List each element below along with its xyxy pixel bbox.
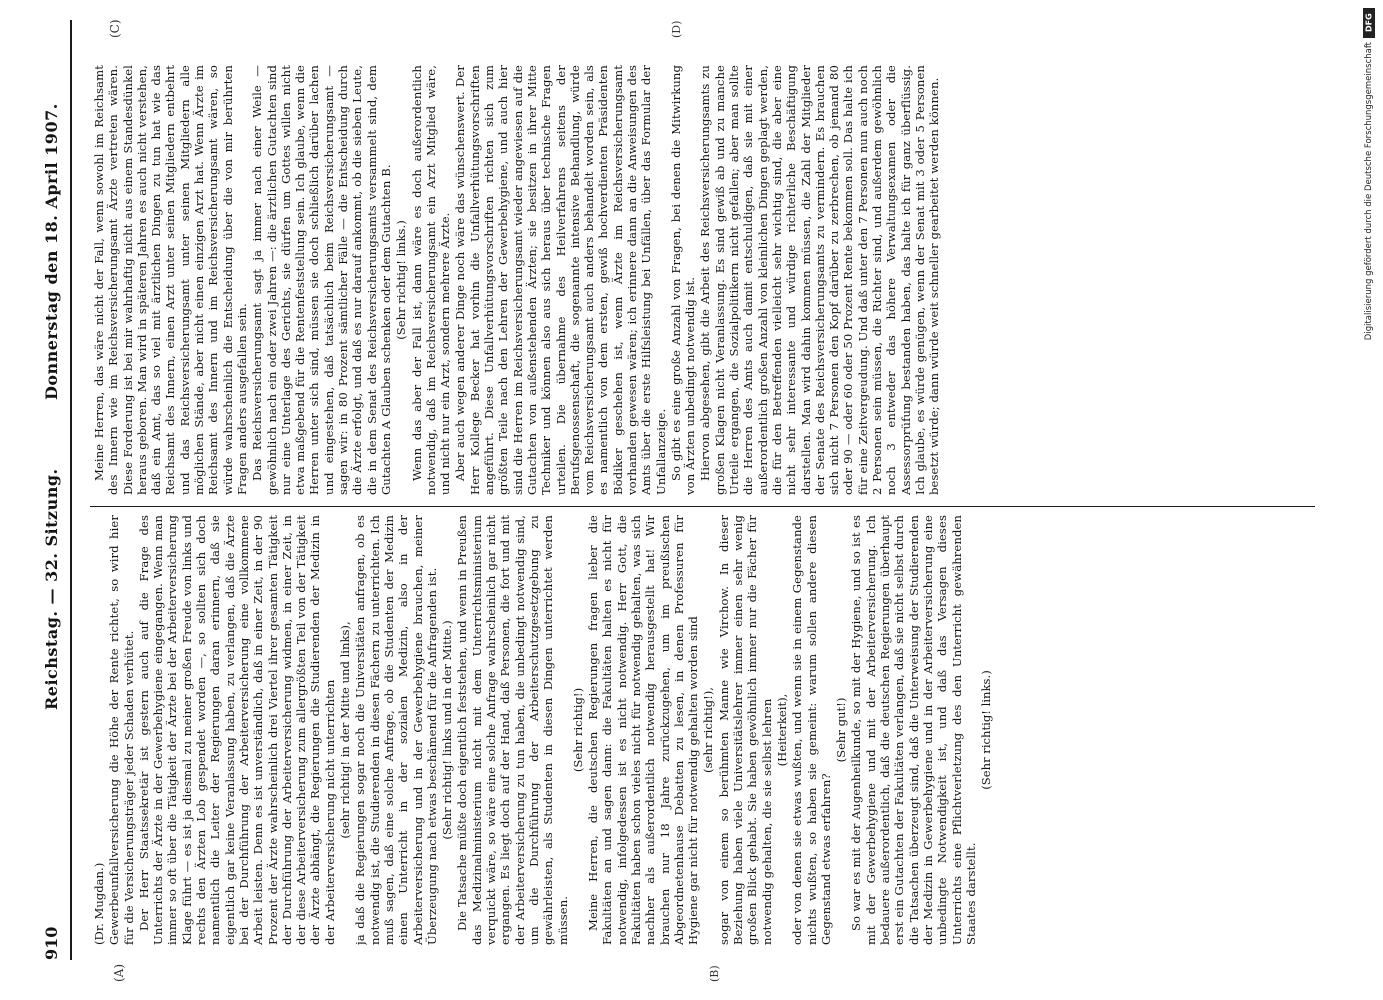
header-rule [70,20,72,960]
paragraph: Meine Herren, die deutschen Regierungen fragen lieber die Fakultäten an und sagen dann: die Fakultäten halten es nicht für notwendig, infolgedessen ist es nicht notwendig. Herr Gott, die Fakultäten haben schon vieles nicht für notwendig gehalten, was sich nachher als außerordentlich notwendig herausgestellt hat! Wir brauchen nur 18 Jahre zurückzugehen, um im preußischen Abgeordnetenhause Debatten zu lesen, in denen Professuren für Hygiene gar nicht für notwendig gehalten worden sind [586,515,701,945]
paragraph: Der Herr Staatssekretär ist gestern auch auf die Frage des Unterrichts der Ärzte in der Gewerbehygiene eingegangen. Wenn man immer so oft über die Tätigkeit der Ärzte bei der Arbeiterversicherung Klage führt — es ist ja diesmal zu meiner großen Freude von links und rechts den Ärzten Lob gespendet worden —, so sollten sich doch namentlich die Leiter der Regierungen daran erinnern, daß sie eigentlich gar keine Veranlassung haben, zu verlangen, daß die Ärzte bei der Durchführung der Arbeiterversicherung eine vollkommene Arbeit leisten. Denn es ist unverständlich, daß in einer Zeit, in der 90 Prozent der Ärzte wahrscheinlich drei Viertel ihrer gesamten Tätigkeit der Durchführung der Arbeiterversicherung widmen, in einer Zeit, in der diese Arbeiterversicherung zum allergrößten Teil von der Tätigkeit der Ärzte abhängt, die Regierungen die Studierenden der Medizin in der Arbeiterversicherung nicht unterrichten [136,515,337,945]
interjection: (Heiterkeit), [774,693,789,767]
page-header [42,20,66,960]
speaker-label: (Dr. Mugdan.) [92,862,106,945]
paragraph: Gewerbeunfallversicherung die Höhe der Rente richtet, so wird hier für die Versicherungsträger jeder Schaden verhütet. [107,515,136,945]
paragraph: oder von denen sie etwas wußten, und wenn sie in einem Gegenstande nichts wußten, so haben sie gemeint: warum sollen andere diesen Gegenstand etwas erfahren? [790,515,833,945]
paragraph: Die Tatsache müßte doch eigentlich feststehen, und wenn in Preußen das Medizinalministerium nicht mit dem Unterrichtsministerium verquickt wäre, so wäre eine solche Anfrage wahrscheinlich gar nicht ergangen. Es liegt doch auf der Hand, daß Personen, die fort und mit der Arbeiterversicherung zu tun haben, die unbedingt notwendig sind, um die Durchführung der Arbeiterschutzgesetzgebung zu gewährleisten, als Studenten in diesen Dingen unterrichtet werden müssen. [455,515,570,945]
interjection: (sehr richtig! in der Mitte und links), [338,621,353,839]
dfg-logo: DFG [1363,8,1375,38]
interjection: (Sehr gut!) [834,697,849,763]
left-column [92,515,1312,945]
paragraph: So gibt es eine große Anzahl von Fragen, bei denen die Mitwirkung von Ärzten unbedingt notwendig ist. [668,65,698,495]
paragraph: Das Reichsversicherungsamt sagt ja immer nach einer Weile — gewöhnlich nach ein oder zwei Jahren —: die ärztlichen Gutachten sind nur eine Unterlage des Gerichts, sie dürfen um Gottes willen nicht etwa maßgebend für die Rentenfeststellung sein. Ich glaube, wenn die Herren unter sich sind, müssen sie doch schließlich darüber lachen und eingestehen, daß tatsächlich beim Reichsversicherungsamt — sagen wir: in 80 Prozent sämtlicher Fälle — die Entscheidung durch die Ärzte erfolgt, und daß es nur darauf ankommt, ob die sieben Leute, die in dem Senat des Reichsversicherungsamts versammelt sind, dem Gutachten A Glauben schenken oder dem Gutachten B. [250,65,393,495]
paragraph: So war es mit der Augenheilkunde, so mit der Hygiene, und so ist es mit der Gewerbehygiene und mit der Arbeiterversicherung. Ich bedauere außerordentlich, daß die deutschen Regierungen überhaupt erst ein Gutachten der Fakultäten verlangen, daß sie nicht selbst durch die Tatsachen überzeugt sind, daß die Unterweisung der Studierenden der Medizin in Gewerbehygiene und in der Arbeiterversicherung eine unbedingte Notwendigkeit ist, und daß das Versagen dieses Unterrichts eine Pflichtverletzung des den Unterricht gewährenden Staates darstellt. [849,515,978,945]
paragraph: Aber auch wegen anderer Dinge noch wäre das wünschenswert. Der Herr Kollege Becker hat vorhin die Unfallverhütungsvorschriften angeführt. Diese Unfallverhütungsvorschriften richten sich zum größten Teile nach den Lehren der Gewerbehygiene, und auch hier sind die Herren im Reichsversicherungsamt wieder angewiesen auf die Gutachten von außenstehenden Ärzten; sie besitzen in ihrer Mitte Techniker und können also aus sich heraus über technische Fragen urteilen. Die übernahme des Heilverfahrens seitens der Berufsgenossenschaft, die sogenannte intensive Behandlung, würde vom Reichsversicherungsamt auch anders behandelt worden sein, als es namentlich von dem ersten, gewiß hochverdienten Präsidenten Bödiker geschehen ist, wenn Ärzte im Reichsversicherungsamt vorhanden gewesen wären; ich erinnere dann an die Anweisungen des Amts über die erste Hilfsleistung bei Unfällen, über das Formular der Unfallanzeige. [453,65,668,495]
margin-marker-b: (B) [708,965,721,982]
page-number: 910 [42,926,61,960]
credit-text: Digitalisierung gefördert durch die Deutsche Forschungsgemeinschaft [1364,42,1374,341]
interjection: (Sehr richtig! links.) [979,670,994,790]
column-divider [90,506,1315,507]
paragraph: Meine Herren, das wäre nicht der Fall, wenn sowohl im Reichsamt des Innern wie im Reichsversicherungsamt Ärzte vertreten wären. Diese Forderung ist bei mir wahrhaftig nicht aus einem Standesdünkel heraus geboren. Man wird in späteren Jahren es auch nicht verstehen, daß ein Amt, das so viel mit ärztlichen Dingen zu tun hat wie das Reichsamt des Innern, einen Arzt unter seinen Mitgliedern entbehrt und das Reichsversicherungsamt unter seinen Mitgliedern alle möglichen Stände, aber nicht einen einzigen Arzt hat. Wenn Ärzte im Reichsamt des Innern und im Reichsversicherungsamt wären, so würde wahrscheinlich die Entscheidung über die von mir berührten Fragen anders ausgefallen sein. [92,65,249,495]
interjection: (Sehr richtig!) [570,687,585,773]
page-header-date: Donnerstag den 18. April 1907. [42,103,61,400]
margin-marker-d: (D) [670,20,683,38]
paragraph: sogar von einem so berühmten Manne wie Virchow. In dieser Beziehung haben viele Universitätslehrer immer einen sehr wenig großen Blick gehabt. Sie haben gewöhnlich immer nur die Fächer für notwendig gehalten, die sie selbst lehren [716,515,774,945]
paragraph: Wenn das aber der Fall ist, dann wäre es doch außerordentlich notwendig, daß im Reichsversicherungsamt ein Arzt Mitglied wäre, und nicht nur ein Arzt, sondern mehrere Ärzte. [409,65,453,495]
margin-marker-a: (A) [112,963,126,982]
paragraph: ja daß die Regierungen sogar noch die Universitäten anfragen, ob es notwendig ist, die Studierenden in diesen Fächern zu unterrichten. Ich muß sagen, daß eine solche Anfrage, ob die Studenten der Medizin einen Unterricht in der sozialen Medizin, also in der Arbeiterversicherung und in der Gewerbehygiene brauchen, meiner Überzeugung nach etwas beschämend für die Anfragenden ist. [353,515,439,945]
interjection: (sehr richtig!), [701,687,716,773]
page-header-title: Reichstag. — 32. Sitzung. [42,468,61,710]
interjection: (Sehr richtig! links und in der Mitte.) [440,620,455,840]
margin-marker-c: (C) [108,19,122,38]
interjection: (Sehr richtig! links.) [394,220,409,340]
paragraph: Hiervon abgesehen, gibt die Arbeit des Reichsversicherungsamts zu großen Klagen nicht Veranlassung. Es sind gewiß ab und zu manche Urteile ergangen, die Sozialpolitikern nicht gefallen; aber man sollte die Herren des Amts auch damit entschuldigen, daß sie mit einer außerordentlich großen Anzahl von kleinlichen Dingen geplagt werden, die für den Betreffenden vielleicht sehr wichtig sind, die aber eine nicht sehr interessante und würdige richterliche Beschäftigung darstellen. Man wird dahin kommen müssen, die Zahl der Mitglieder der Senate des Reichsversicherungsamts zu vermindern. Es brauchen sich nicht 7 Personen den Kopf darüber zu zerbrechen, ob jemand 80 oder 90 — oder 60 oder 50 Prozent Rente bekommen soll. Das halte ich für eine Zeitvergeudung. Und daß unter den 7 Personen nun auch noch 2 Personen sein müssen, die Richter sind, und außerdem gewöhnlich noch 3 entweder das höhere Verwaltungsexamen oder die Assessorprüfung bestanden haben, das halte ich für ganz überflüssig. Ich glaube, es würde genügen, wenn der Senat mit 3 oder 5 Personen besetzt würde; dann würde weit schneller gearbeitet werden können. [698,65,942,495]
right-column [92,65,1312,495]
